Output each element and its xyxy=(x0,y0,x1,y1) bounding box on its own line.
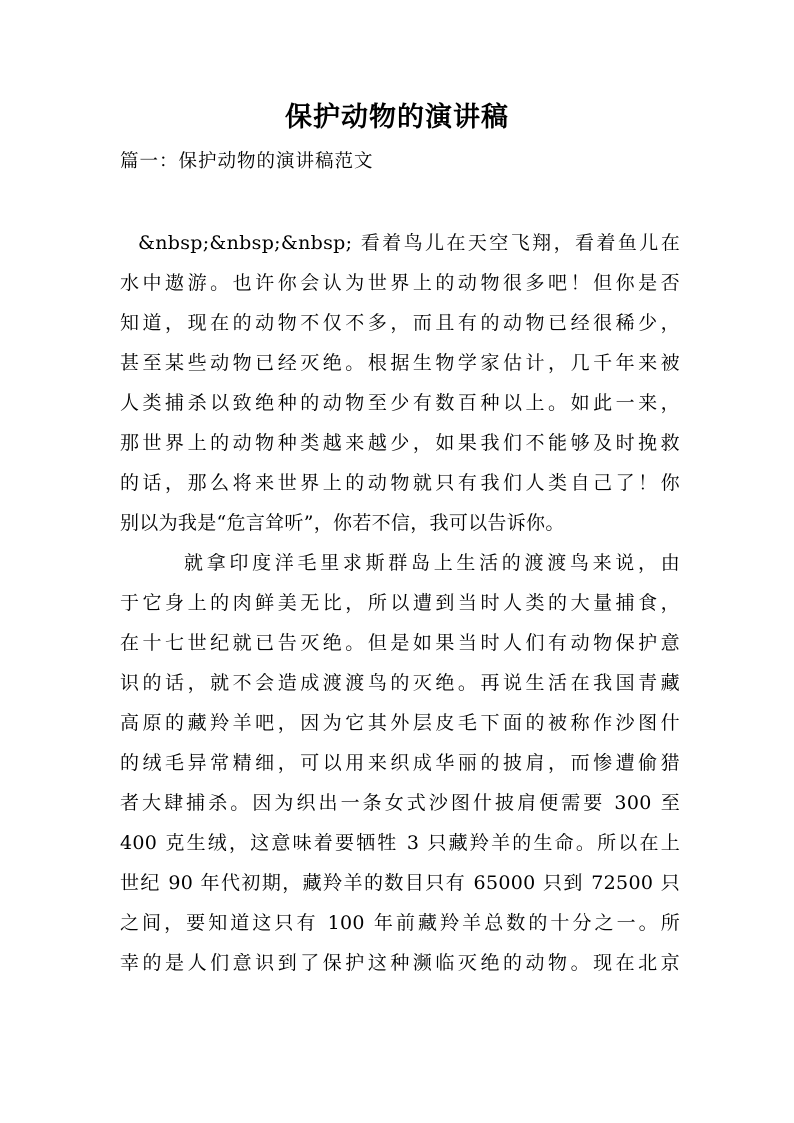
body-line: 在十七世纪就已告灭绝。但是如果当时人们有动物保护意 xyxy=(120,632,680,654)
body-line: 就拿印度洋毛里求斯群岛上生活的渡渡鸟来说，由 xyxy=(184,552,680,574)
body-line: 幸的是人们意识到了保护这种濒临灭绝的动物。现在北京 xyxy=(120,952,680,974)
body-line: 400 克生绒，这意味着要牺牲 3 只藏羚羊的生命。所以在上 xyxy=(120,832,680,854)
body-line: 世纪 90 年代初期，藏羚羊的数目只有 65000 只到 72500 只 xyxy=(120,872,680,894)
body-line: 之间，要知道这只有 100 年前藏羚羊总数的十分之一。所 xyxy=(120,912,680,934)
body-line: 人类捕杀以致绝种的动物至少有数百种以上。如此一来， xyxy=(120,392,680,414)
body-line: 水中遨游。也许你会认为世界上的动物很多吧！但你是否 xyxy=(120,272,680,294)
document-title: 保护动物的演讲稿 xyxy=(285,102,509,133)
body-line: 那世界上的动物种类越来越少，如果我们不能够及时挽救 xyxy=(120,432,680,454)
body-line: 的话，那么将来世界上的动物就只有我们人类自己了！你 xyxy=(120,472,680,494)
body-line: 的绒毛异常精细，可以用来织成华丽的披肩，而惨遭偷猎 xyxy=(120,752,680,774)
body-line: 别以为我是“危言耸听”，你若不信，我可以告诉你。 xyxy=(120,512,565,534)
body-line: 于它身上的肉鲜美无比，所以遭到当时人类的大量捕食， xyxy=(120,592,680,614)
body-line: 识的话，就不会造成渡渡鸟的灭绝。再说生活在我国青藏 xyxy=(120,672,680,694)
body-line: 知道，现在的动物不仅不多，而且有的动物已经很稀少， xyxy=(120,312,680,334)
body-line: 甚至某些动物已经灭绝。根据生物学家估计，几千年来被 xyxy=(120,352,680,374)
document-body xyxy=(120,228,680,988)
body-line: &nbsp;&nbsp;&nbsp; 看着鸟儿在天空飞翔，看着鱼儿在 xyxy=(138,232,680,254)
document-subtitle: 篇一：保护动物的演讲稿范文 xyxy=(120,151,374,172)
body-line: 者大肆捕杀。因为织出一条女式沙图什披肩便需要 300 至 xyxy=(120,792,680,814)
body-line: 高原的藏羚羊吧，因为它其外层皮毛下面的被称作沙图什 xyxy=(120,712,680,734)
